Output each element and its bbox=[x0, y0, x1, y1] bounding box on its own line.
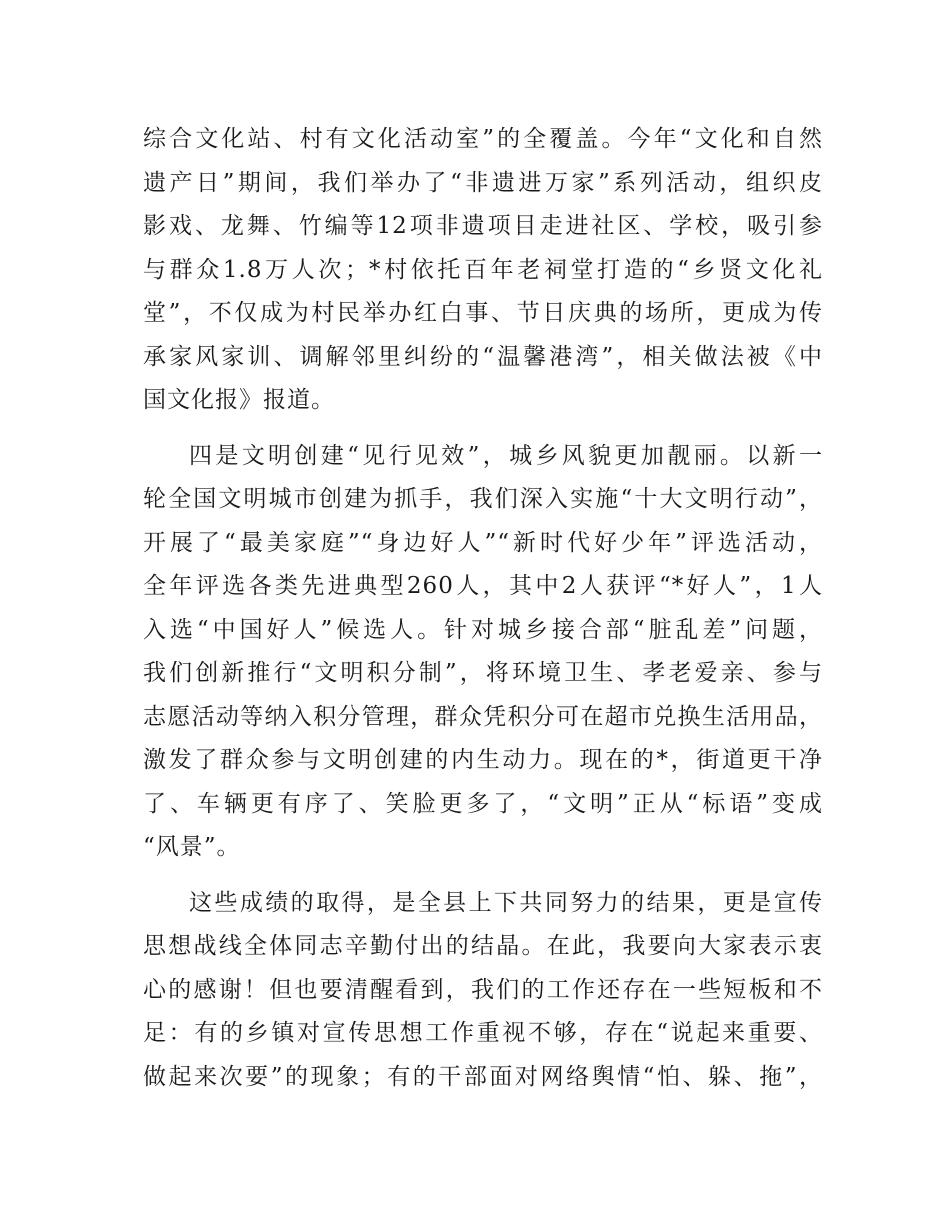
paragraph-3 bbox=[143, 882, 823, 1100]
paragraph-line: 与群众1.8万人次；*村依托百年老祠堂打造的“乡贤文化礼 bbox=[143, 256, 823, 283]
paragraph-line: 遗产日”期间，我们举办了“非遗进万家”系列活动，组织皮 bbox=[143, 169, 823, 196]
paragraph-line: 轮全国文明城市创建为抓手，我们深入实施“十大文明行动”， bbox=[143, 486, 823, 512]
paragraph-line: 这些成绩的取得，是全县上下共同努力的结果，更是宣传 bbox=[189, 889, 823, 916]
paragraph-line: 激发了群众参与文明创建的内生动力。现在的*，街道更干净 bbox=[143, 747, 823, 773]
paragraph-line: 志愿活动等纳入积分管理，群众凭积分可在超市兑换生活用品， bbox=[143, 703, 823, 730]
paragraph-line: 开展了“最美家庭”“身边好人”“新时代好少年”评选活动， bbox=[143, 529, 823, 556]
paragraph-line: 足：有的乡镇对宣传思想工作重视不够，存在“说起来重要、 bbox=[143, 1020, 823, 1046]
paragraph-line: 承家风家训、调解邻里纠纷的“温馨港湾”，相关做法被《中 bbox=[143, 343, 823, 370]
paragraph-line: 思想战线全体同志辛勤付出的结晶。在此，我要向大家表示衷 bbox=[143, 933, 823, 959]
paragraph-line: 国文化报》报道。 bbox=[143, 387, 335, 413]
paragraph-line: 全年评选各类先进典型260人，其中2人获评“*好人”，1人 bbox=[143, 573, 823, 599]
paragraph-line: 综合文化站、村有文化活动室”的全覆盖。今年“文化和自然 bbox=[143, 126, 823, 152]
paragraph-line: 做起来次要”的现象；有的干部面对网络舆情“怕、躲、拖”， bbox=[143, 1063, 823, 1090]
document-body bbox=[143, 118, 823, 1099]
paragraph-line: 入选“中国好人”候选人。针对城乡接合部“脏乱差”问题， bbox=[143, 616, 823, 643]
paragraph-line: 了、车辆更有序了、笑脸更多了，“文明”正从“标语”变成 bbox=[143, 790, 823, 817]
paragraph-line: 影戏、龙舞、竹编等12项非遗项目走进社区、学校，吸引参 bbox=[143, 213, 823, 239]
paragraph-1 bbox=[143, 118, 823, 423]
paragraph-line: 四是文明创建“见行见效”，城乡风貌更加靓丽。以新一 bbox=[189, 442, 823, 469]
paragraph-line: 心的感谢！但也要清醒看到，我们的工作还存在一些短板和不 bbox=[143, 976, 823, 1003]
paragraph-2 bbox=[143, 435, 823, 870]
paragraph-line: 堂”，不仅成为村民举办红白事、节日庆典的场所，更成为传 bbox=[143, 300, 823, 326]
paragraph-line: 我们创新推行“文明积分制”，将环境卫生、孝老爱亲、参与 bbox=[143, 660, 823, 686]
paragraph-line: “风景”。 bbox=[143, 834, 241, 860]
